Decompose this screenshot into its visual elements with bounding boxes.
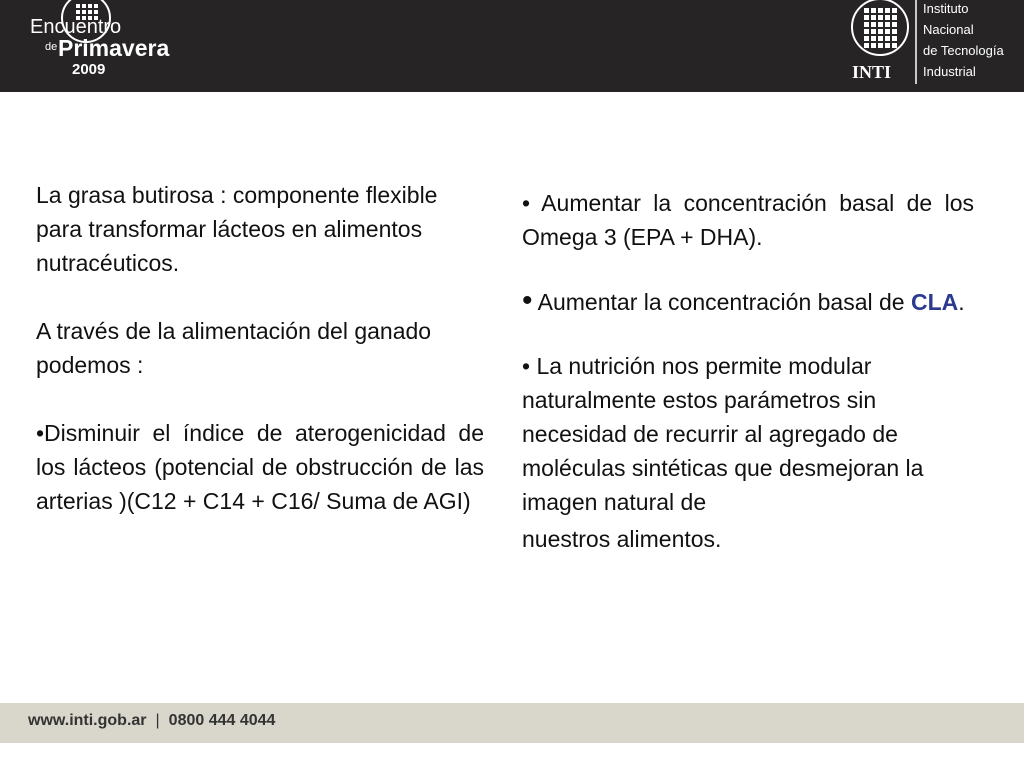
atherogenicity-bullet: •Disminuir el índice de aterogenicidad de los lácteos (potencial de obstrucción de las arterias )(C12 + C14 + C16/ Suma de AGI) [36, 420, 484, 514]
event-logo-year: 2009 [72, 61, 106, 78]
cla-bullet-text: Aumentar la concentración basal de [532, 289, 911, 315]
event-logo-line1: Encuentro [30, 16, 122, 38]
encuentro-primavera-logo [28, 0, 188, 88]
bottom-strip [0, 743, 1024, 768]
cla-highlight: CLA [910, 289, 959, 315]
inti-name-line-4: Industrial [923, 64, 976, 79]
footer-contact [28, 712, 275, 730]
inti-name-line-2: Nacional [923, 22, 974, 37]
event-logo-line2: Primavera [58, 35, 170, 61]
grid-icon [864, 8, 897, 48]
slide-content [0, 92, 1024, 703]
footer-bar [0, 703, 1024, 743]
intro-text: La grasa butirosa : componente flexible para transformar lácteos en alimentos nutracéuticos. [36, 182, 438, 276]
footer-separator: | [155, 712, 160, 729]
inti-acronym: INTI [852, 62, 892, 82]
nutrition-bullet [522, 349, 974, 559]
nutrition-bullet-text: • La nutrición nos permite modular naturalmente estos parámetros sin necesidad de recurrir al agregado de moléculas sintéticas que desmejoran la imagen natural de [522, 353, 924, 515]
phone-number: 0800 444 4044 [168, 712, 276, 729]
left-column [36, 178, 484, 518]
bullet-mark: • [522, 284, 533, 317]
inti-name-line-1: Instituto [923, 1, 969, 16]
omega3-bullet: • Aumentar la concentración basal de los Omega 3 (EPA + DHA). [522, 190, 974, 250]
header-bar [0, 0, 1024, 92]
event-logo-prefix: de [45, 41, 58, 53]
cla-bullet-end: . [958, 289, 965, 315]
through-feeding-text: A través de la alimentación del ganado podemos : [36, 318, 432, 378]
right-column [522, 186, 974, 559]
website-link[interactable]: www.inti.gob.ar [28, 712, 147, 729]
inti-logo [846, 0, 1024, 88]
cla-bullet [522, 284, 974, 319]
nutrition-bullet-end: nuestros alimentos. [522, 526, 722, 552]
inti-name-line-3: de Tecnología [923, 43, 1004, 58]
